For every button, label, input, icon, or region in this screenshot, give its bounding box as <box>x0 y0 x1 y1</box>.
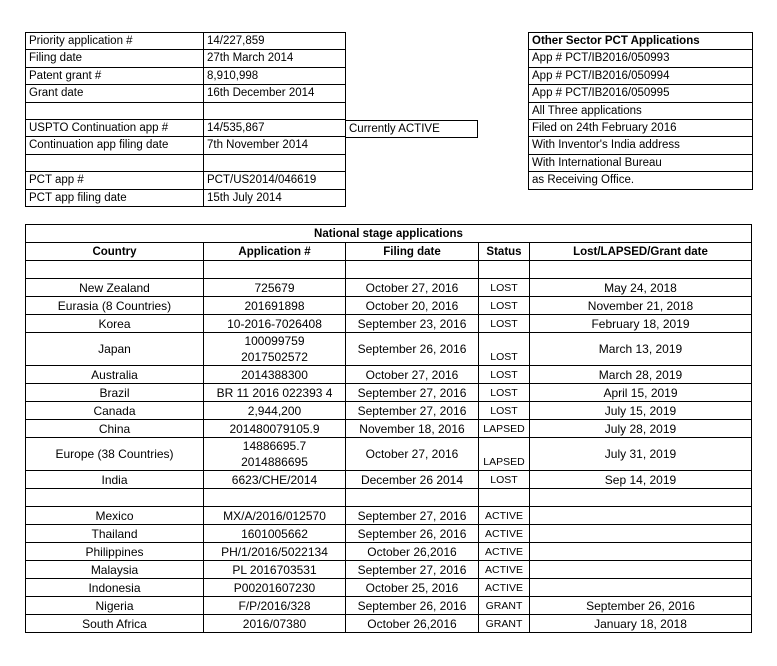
filing-date-cell: September 26, 2016 <box>346 597 479 615</box>
country-cell: South Africa <box>26 615 204 633</box>
header-status: Status <box>479 243 530 261</box>
priority-value: 7th November 2014 <box>204 137 346 154</box>
status-cell: ACTIVE <box>479 579 530 597</box>
table-row <box>26 507 752 525</box>
outcome-date-cell <box>530 543 752 561</box>
table-row <box>26 384 752 402</box>
table-row <box>26 543 752 561</box>
national-stage-title: National stage applications <box>26 225 752 243</box>
priority-value: 14/535,867 <box>204 120 346 137</box>
other-pct-line: Filed on 24th February 2016 <box>529 120 753 137</box>
table-row <box>26 279 752 297</box>
filing-date-cell: September 26, 2016 <box>346 525 479 543</box>
table-row <box>26 366 752 384</box>
other-pct-line: as Receiving Office. <box>529 172 753 189</box>
priority-label: PCT app filing date <box>26 189 204 206</box>
status-cell: ACTIVE <box>479 561 530 579</box>
filing-date-cell: September 27, 2016 <box>346 402 479 420</box>
table-row <box>26 333 752 366</box>
application-cell: 201480079105.9 <box>204 420 346 438</box>
country-cell: Europe (38 Countries) <box>26 438 204 471</box>
application-cell: 1601005662 <box>204 525 346 543</box>
priority-value: 15th July 2014 <box>204 189 346 206</box>
application-cell: 10-2016-7026408 <box>204 315 346 333</box>
priority-row <box>26 172 346 189</box>
priority-value <box>204 154 346 171</box>
country-cell: Canada <box>26 402 204 420</box>
status-cell: ACTIVE <box>479 543 530 561</box>
header-filing-date: Filing date <box>346 243 479 261</box>
continuation-status-box <box>345 120 478 138</box>
priority-row <box>26 137 346 154</box>
empty-cell <box>346 489 479 507</box>
application-cell: 2,944,200 <box>204 402 346 420</box>
table-row <box>26 561 752 579</box>
other-pct-line: App # PCT/IB2016/050995 <box>529 85 753 102</box>
priority-label <box>26 154 204 171</box>
country-cell: Indonesia <box>26 579 204 597</box>
filing-date-cell: October 27, 2016 <box>346 438 479 471</box>
priority-info-table <box>25 32 346 207</box>
application-cell: BR 11 2016 022393 4 <box>204 384 346 402</box>
priority-row <box>26 85 346 102</box>
application-number: 14886695.7 <box>242 439 307 453</box>
priority-label: USPTO Continuation app # <box>26 120 204 137</box>
status-cell: LAPSED <box>479 420 530 438</box>
country-cell: India <box>26 471 204 489</box>
outcome-date-cell <box>530 525 752 543</box>
table-row <box>26 525 752 543</box>
priority-row <box>26 102 346 119</box>
country-cell: Korea <box>26 315 204 333</box>
application-cell: PH/1/2016/5022134 <box>204 543 346 561</box>
priority-row <box>26 120 346 137</box>
priority-row <box>26 154 346 171</box>
empty-cell <box>530 261 752 279</box>
outcome-date-cell: July 15, 2019 <box>530 402 752 420</box>
priority-label: Priority application # <box>26 33 204 50</box>
status-cell: LOST <box>479 471 530 489</box>
priority-value: PCT/US2014/046619 <box>204 172 346 189</box>
application-cell: 2014388300 <box>204 366 346 384</box>
other-pct-line: With International Bureau <box>529 154 753 171</box>
status-cell: ACTIVE <box>479 507 530 525</box>
priority-row <box>26 33 346 50</box>
country-cell: Philippines <box>26 543 204 561</box>
table-row <box>26 402 752 420</box>
status-cell: LOST <box>479 333 530 366</box>
table-row <box>26 315 752 333</box>
priority-label: Filing date <box>26 50 204 67</box>
filing-date-cell: October 26,2016 <box>346 543 479 561</box>
empty-cell <box>26 489 204 507</box>
application-cell: P00201607230 <box>204 579 346 597</box>
application-cell: MX/A/2016/012570 <box>204 507 346 525</box>
table-row <box>26 615 752 633</box>
filing-date-cell: December 26 2014 <box>346 471 479 489</box>
country-cell: Thailand <box>26 525 204 543</box>
application-number-secondary: 2017502572 <box>241 350 308 364</box>
other-pct-line: App # PCT/IB2016/050993 <box>529 50 753 67</box>
country-cell: Japan <box>26 333 204 366</box>
filing-date-cell: September 27, 2016 <box>346 384 479 402</box>
outcome-date-cell: March 28, 2019 <box>530 366 752 384</box>
filing-date-cell: October 27, 2016 <box>346 366 479 384</box>
empty-cell <box>530 489 752 507</box>
application-number: 100099759 <box>244 334 305 348</box>
filing-date-cell: October 25, 2016 <box>346 579 479 597</box>
status-cell: LOST <box>479 402 530 420</box>
table-row <box>26 471 752 489</box>
priority-label <box>26 102 204 119</box>
header-country: Country <box>26 243 204 261</box>
continuation-status: Currently ACTIVE <box>346 121 478 138</box>
other-pct-table <box>528 32 753 190</box>
empty-cell <box>26 261 204 279</box>
status-cell: GRANT <box>479 597 530 615</box>
table-row <box>26 420 752 438</box>
outcome-date-cell <box>530 561 752 579</box>
status-cell: GRANT <box>479 615 530 633</box>
outcome-date-cell: February 18, 2019 <box>530 315 752 333</box>
table-row <box>26 597 752 615</box>
application-number-secondary: 2014886695 <box>241 455 308 469</box>
header-outcome-date: Lost/LAPSED/Grant date <box>530 243 752 261</box>
status-cell: LAPSED <box>479 438 530 471</box>
status-cell: LOST <box>479 384 530 402</box>
priority-label: Continuation app filing date <box>26 137 204 154</box>
filing-date-cell: September 26, 2016 <box>346 333 479 366</box>
outcome-date-cell: July 31, 2019 <box>530 438 752 471</box>
priority-label: Grant date <box>26 85 204 102</box>
country-cell: Australia <box>26 366 204 384</box>
table-row <box>26 438 752 471</box>
status-cell: LOST <box>479 297 530 315</box>
priority-row <box>26 189 346 206</box>
country-cell: Nigeria <box>26 597 204 615</box>
application-cell: PL 2016703531 <box>204 561 346 579</box>
status-cell: LOST <box>479 279 530 297</box>
priority-value: 14/227,859 <box>204 33 346 50</box>
filing-date-cell: September 23, 2016 <box>346 315 479 333</box>
priority-value: 27th March 2014 <box>204 50 346 67</box>
application-cell: 2016/07380 <box>204 615 346 633</box>
other-pct-line: App # PCT/IB2016/050994 <box>529 67 753 84</box>
empty-cell <box>346 261 479 279</box>
filing-date-cell: November 18, 2016 <box>346 420 479 438</box>
outcome-date-cell: January 18, 2018 <box>530 615 752 633</box>
country-cell: Brazil <box>26 384 204 402</box>
application-cell: F/P/2016/328 <box>204 597 346 615</box>
country-cell: China <box>26 420 204 438</box>
priority-row <box>26 67 346 84</box>
empty-cell <box>479 489 530 507</box>
filing-date-cell: October 20, 2016 <box>346 297 479 315</box>
header-application: Application # <box>204 243 346 261</box>
priority-row <box>26 50 346 67</box>
status-cell: ACTIVE <box>479 525 530 543</box>
country-cell: Mexico <box>26 507 204 525</box>
outcome-date-cell: September 26, 2016 <box>530 597 752 615</box>
spacer-row <box>26 489 752 507</box>
other-pct-line: With Inventor's India address <box>529 137 753 154</box>
filing-date-cell: September 27, 2016 <box>346 561 479 579</box>
filing-date-cell: October 27, 2016 <box>346 279 479 297</box>
country-cell: Eurasia (8 Countries) <box>26 297 204 315</box>
national-stage-table <box>25 224 752 633</box>
application-cell <box>204 438 346 471</box>
filing-date-cell: September 27, 2016 <box>346 507 479 525</box>
country-cell: Malaysia <box>26 561 204 579</box>
application-cell <box>204 333 346 366</box>
status-cell: LOST <box>479 366 530 384</box>
priority-value: 16th December 2014 <box>204 85 346 102</box>
priority-value <box>204 102 346 119</box>
outcome-date-cell: April 15, 2019 <box>530 384 752 402</box>
other-pct-title: Other Sector PCT Applications <box>529 33 753 50</box>
outcome-date-cell: May 24, 2018 <box>530 279 752 297</box>
application-cell: 201691898 <box>204 297 346 315</box>
filing-date-cell: October 26,2016 <box>346 615 479 633</box>
outcome-date-cell: Sep 14, 2019 <box>530 471 752 489</box>
status-cell: LOST <box>479 315 530 333</box>
outcome-date-cell: March 13, 2019 <box>530 333 752 366</box>
outcome-date-cell <box>530 579 752 597</box>
country-cell: New Zealand <box>26 279 204 297</box>
other-pct-line: All Three applications <box>529 102 753 119</box>
application-cell: 725679 <box>204 279 346 297</box>
empty-cell <box>204 261 346 279</box>
table-row <box>26 297 752 315</box>
outcome-date-cell: November 21, 2018 <box>530 297 752 315</box>
empty-cell <box>479 261 530 279</box>
priority-label: PCT app # <box>26 172 204 189</box>
empty-cell <box>204 489 346 507</box>
priority-value: 8,910,998 <box>204 67 346 84</box>
outcome-date-cell <box>530 507 752 525</box>
outcome-date-cell: July 28, 2019 <box>530 420 752 438</box>
table-row <box>26 579 752 597</box>
priority-label: Patent grant # <box>26 67 204 84</box>
application-cell: 6623/CHE/2014 <box>204 471 346 489</box>
spacer-row <box>26 261 752 279</box>
